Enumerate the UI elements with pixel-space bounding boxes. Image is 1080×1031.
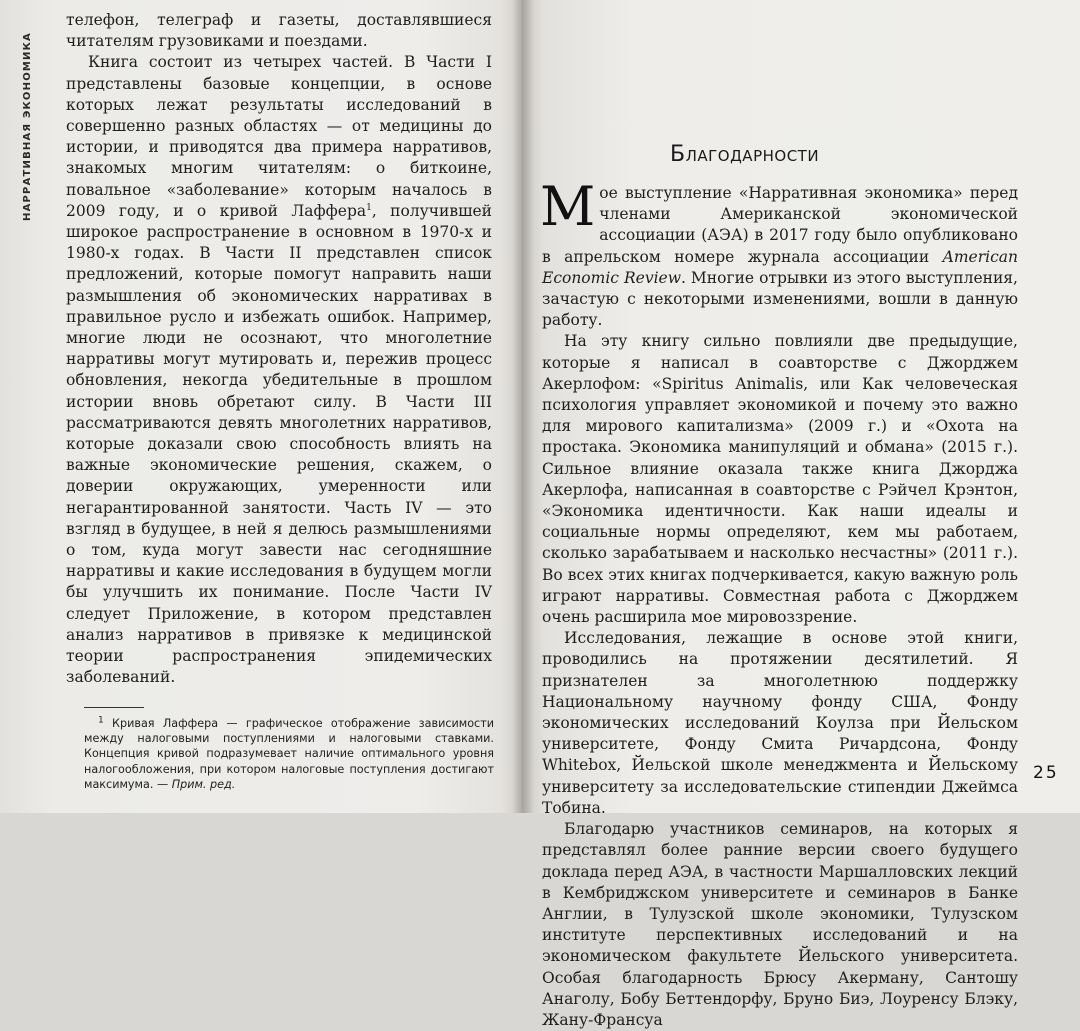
left-paragraph-2-part-b: , получившей широкое распространение в основном в 1970-х и 1980-х годах. В Части II представлен список предложений, которые помогут направить наши размышления об экономических нарративах в правильное русло и избежать ошибок. Например, многие люди не осознают, что многолетние нарративы могут мутировать и, пережив процесс обновления, некогда убедительные в прошлом истории вновь обретают силу. В Части III рассматриваются девять многолетних нарративов, которые доказали свою способность влиять на важные экономические решения, скажем, о доверии окружающих, умеренности или негарантированной занятости. Часть IV — это взгляд в будущее, в ней я делюсь размышлениями о том, куда могут завести нас сегодняшние нарративы и какие исследования в будущем могли бы улучшить их понимание. После Части IV следует Приложение, в котором представлен анализ нарративов в привязке к медицинской теории распространения эпидемических заболеваний.: [66, 201, 492, 687]
running-head-text: НАРРАТИВНАЯ ЭКОНОМИКА: [22, 32, 33, 221]
drop-cap: М: [540, 175, 596, 238]
left-paragraph-1: телефон, телеграф и газеты, доставлявшиеся читателям грузовиками и поездами.: [66, 11, 492, 51]
right-paragraph-1-part-a: ое выступление «Нарративная экономика» перед членами Американской экономической ассоциации (АЭА) в 2017 году было опубликовано в апрельском номере журнала ассоциации: [542, 184, 1018, 266]
footnote-number: 1: [98, 715, 104, 726]
right-page: [522, 0, 1080, 1029]
right-paragraph-4: Благодарю участников семинаров, на которых я представлял более ранние версии своего будущего доклада перед АЭА, в частности Маршалловских лекций в Кембриджском университете и семинаров в Банке Англии, в Тулузской школе экономики, Тулузском институте перспективных исследований и на экономическом факультете Йельского университета. Особая благодарность Брюсу Акерману, Сантошу Анаголу, Бобу Беттендорфу, Бруно Биэ, Лоуренсу Блэку, Жану-Франсуа: [542, 820, 1018, 1029]
right-paragraph-2: На эту книгу сильно повлияли две предыдущие, которые я написал в соавторстве с Джорджем Акерлофом: «Spiritus Animalis, или Как человеческая психология управляет экономикой и почему это важно для мирового капитализма» (2009 г.) и «Охота на простака. Экономика манипуляций и обмана» (2015 г.). Сильное влияние оказала также книга Джорджа Акерлофа, написанная в соавторстве с Рэйчел Крэнтон, «Экономика идентичности. Как наши идеалы и социальные нормы определяют, кем мы работаем, сколько зарабатываем и насколько несчастны» (2011 г.). Во всех этих книгах подчеркивается, какую важную роль играют нарративы. Совместная работа с Джорджем очень расширила мое мировоззрение.: [542, 332, 1018, 627]
right-paragraph-1-part-b: . Многие отрывки из этого выступления, зачастую с некоторыми изменениями, вошли в данную работу.: [542, 268, 1018, 330]
left-body-text: [66, 10, 492, 689]
book-gutter-shadow: [512, 0, 534, 813]
footnote-credit: Прим. ред.: [171, 777, 236, 791]
right-paragraph-3: Исследования, лежащие в основе этой книги, проводились на протяжении десятилетий. Я признателен за многолетнюю поддержку Национальному научному фонду США, Фонду экономических исследований Коулза при Йельском университете, Фонду Смита Ричардсона, Фонду Whitebox, Йельской школе менеджмента и Йельскому университету за исследовательские стипендии Джеймса Тобина.: [542, 629, 1018, 817]
left-paragraph-2-part-a: Книга состоит из четырех частей. В Части I представлены базовые концепции, в основе которых лежат результаты исследований в совершенно разных областях — от медицины до истории, и приводятся два примера нарративов, знакомых многим читателям: о биткоине, повальное «заболевание» которым началось в 2009 году, и о кривой Лаффера: [66, 53, 492, 220]
footnote-divider: [84, 707, 144, 708]
footnote-reference: 1: [366, 202, 372, 213]
chapter-heading: Благодарности: [670, 142, 820, 167]
footnote: [84, 716, 494, 792]
journal-title: American Economic Review: [542, 247, 1018, 287]
page-number: 25: [1033, 763, 1059, 783]
right-paragraph-1: [540, 175, 1018, 331]
footnote-text: Кривая Лаффера — графическое отображение зависимости между налоговыми поступлениями и налоговыми ставками. Концепция кривой подразумевает наличие оптимального уровня налогообложения, при котором налоговые поступления достигают максимума. —: [84, 717, 494, 791]
left-paragraph-2: [66, 52, 492, 688]
running-head: [20, 25, 42, 225]
right-body-text: [540, 175, 1018, 1031]
left-page: [0, 0, 522, 813]
